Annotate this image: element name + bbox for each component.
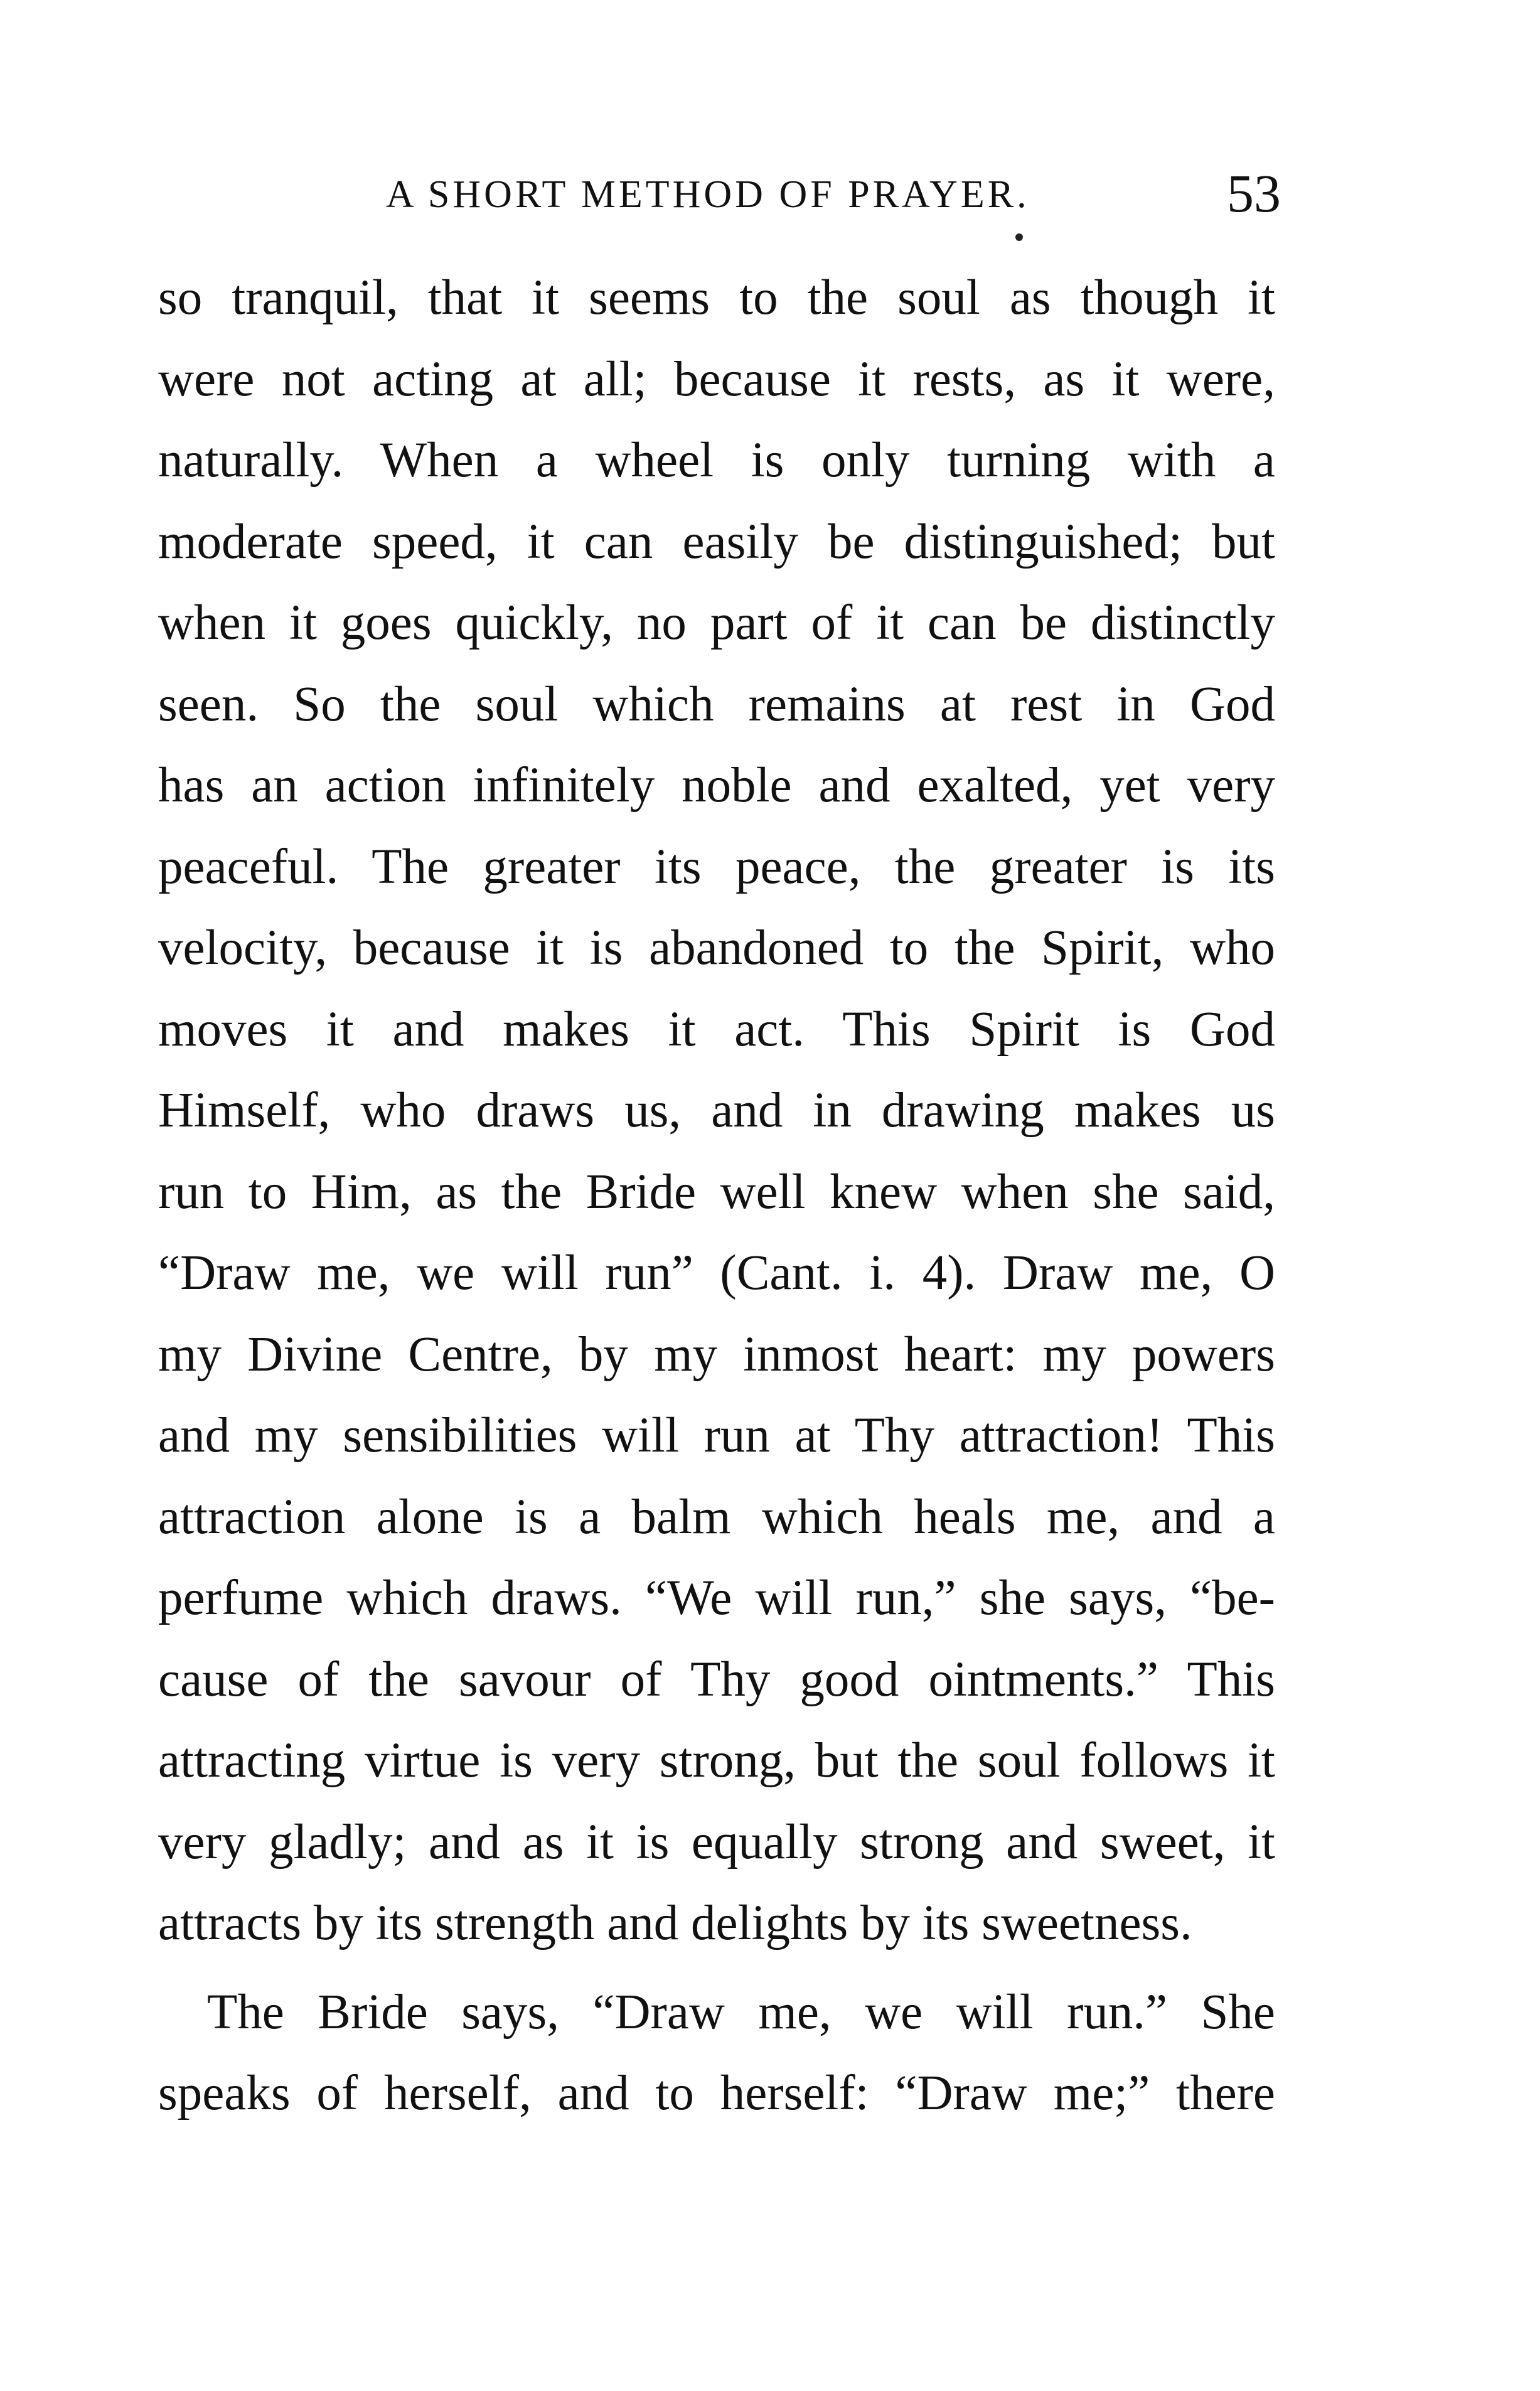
text-line: “Draw me, we will run” (Cant. i. 4). Draw me, O — [158, 1246, 1275, 1300]
text-line: my Divine Centre, by my inmost heart: my powers — [158, 1327, 1275, 1382]
text-line: has an action infinitely noble and exalted, yet very — [158, 758, 1275, 813]
print-speck — [1015, 233, 1023, 241]
text-line: velocity, because it is abandoned to the Spirit, who — [158, 921, 1275, 975]
text-line: cause of the savour of Thy good ointments.” This — [158, 1652, 1275, 1707]
text-line: speaks of herself, and to herself: “Draw me;” there — [158, 2066, 1275, 2121]
text-line: were not acting at all; because it rests, as it were, — [158, 352, 1275, 407]
text-line: naturally. When a wheel is only turning with a — [158, 433, 1275, 488]
text-line: moderate speed, it can easily be distinguished; but — [158, 515, 1275, 569]
page-number: 53 — [1227, 163, 1281, 223]
text-line: attracting virtue is very strong, but the soul follows it — [158, 1733, 1275, 1788]
text-line: attraction alone is a balm which heals me, and a — [158, 1490, 1275, 1544]
text-line: attracts by its strength and delights by its sweetness. — [158, 1896, 1192, 1950]
text-line: run to Him, as the Bride well knew when she said, — [158, 1165, 1275, 1219]
running-title: A SHORT METHOD OF PRAYER. — [386, 173, 1030, 216]
text-line: moves it and makes it act. This Spirit is God — [158, 1002, 1275, 1057]
text-line: very gladly; and as it is equally strong and sweet, it — [158, 1815, 1275, 1869]
text-line: The Bride says, “Draw me, we will run.” She — [207, 1985, 1275, 2040]
text-line: so tranquil, that it seems to the soul as though it — [158, 270, 1275, 325]
text-line: perfume which draws. “We will run,” she says, “be- — [158, 1571, 1275, 1625]
text-line: when it goes quickly, no part of it can be distinctly — [158, 596, 1275, 650]
text-line: seen. So the soul which remains at rest in God — [158, 677, 1275, 732]
text-line: peaceful. The greater its peace, the greater is its — [158, 840, 1275, 894]
text-line: Himself, who draws us, and in drawing makes us — [158, 1083, 1275, 1138]
text-line: and my sensibilities will run at Thy attraction! This — [158, 1408, 1275, 1463]
